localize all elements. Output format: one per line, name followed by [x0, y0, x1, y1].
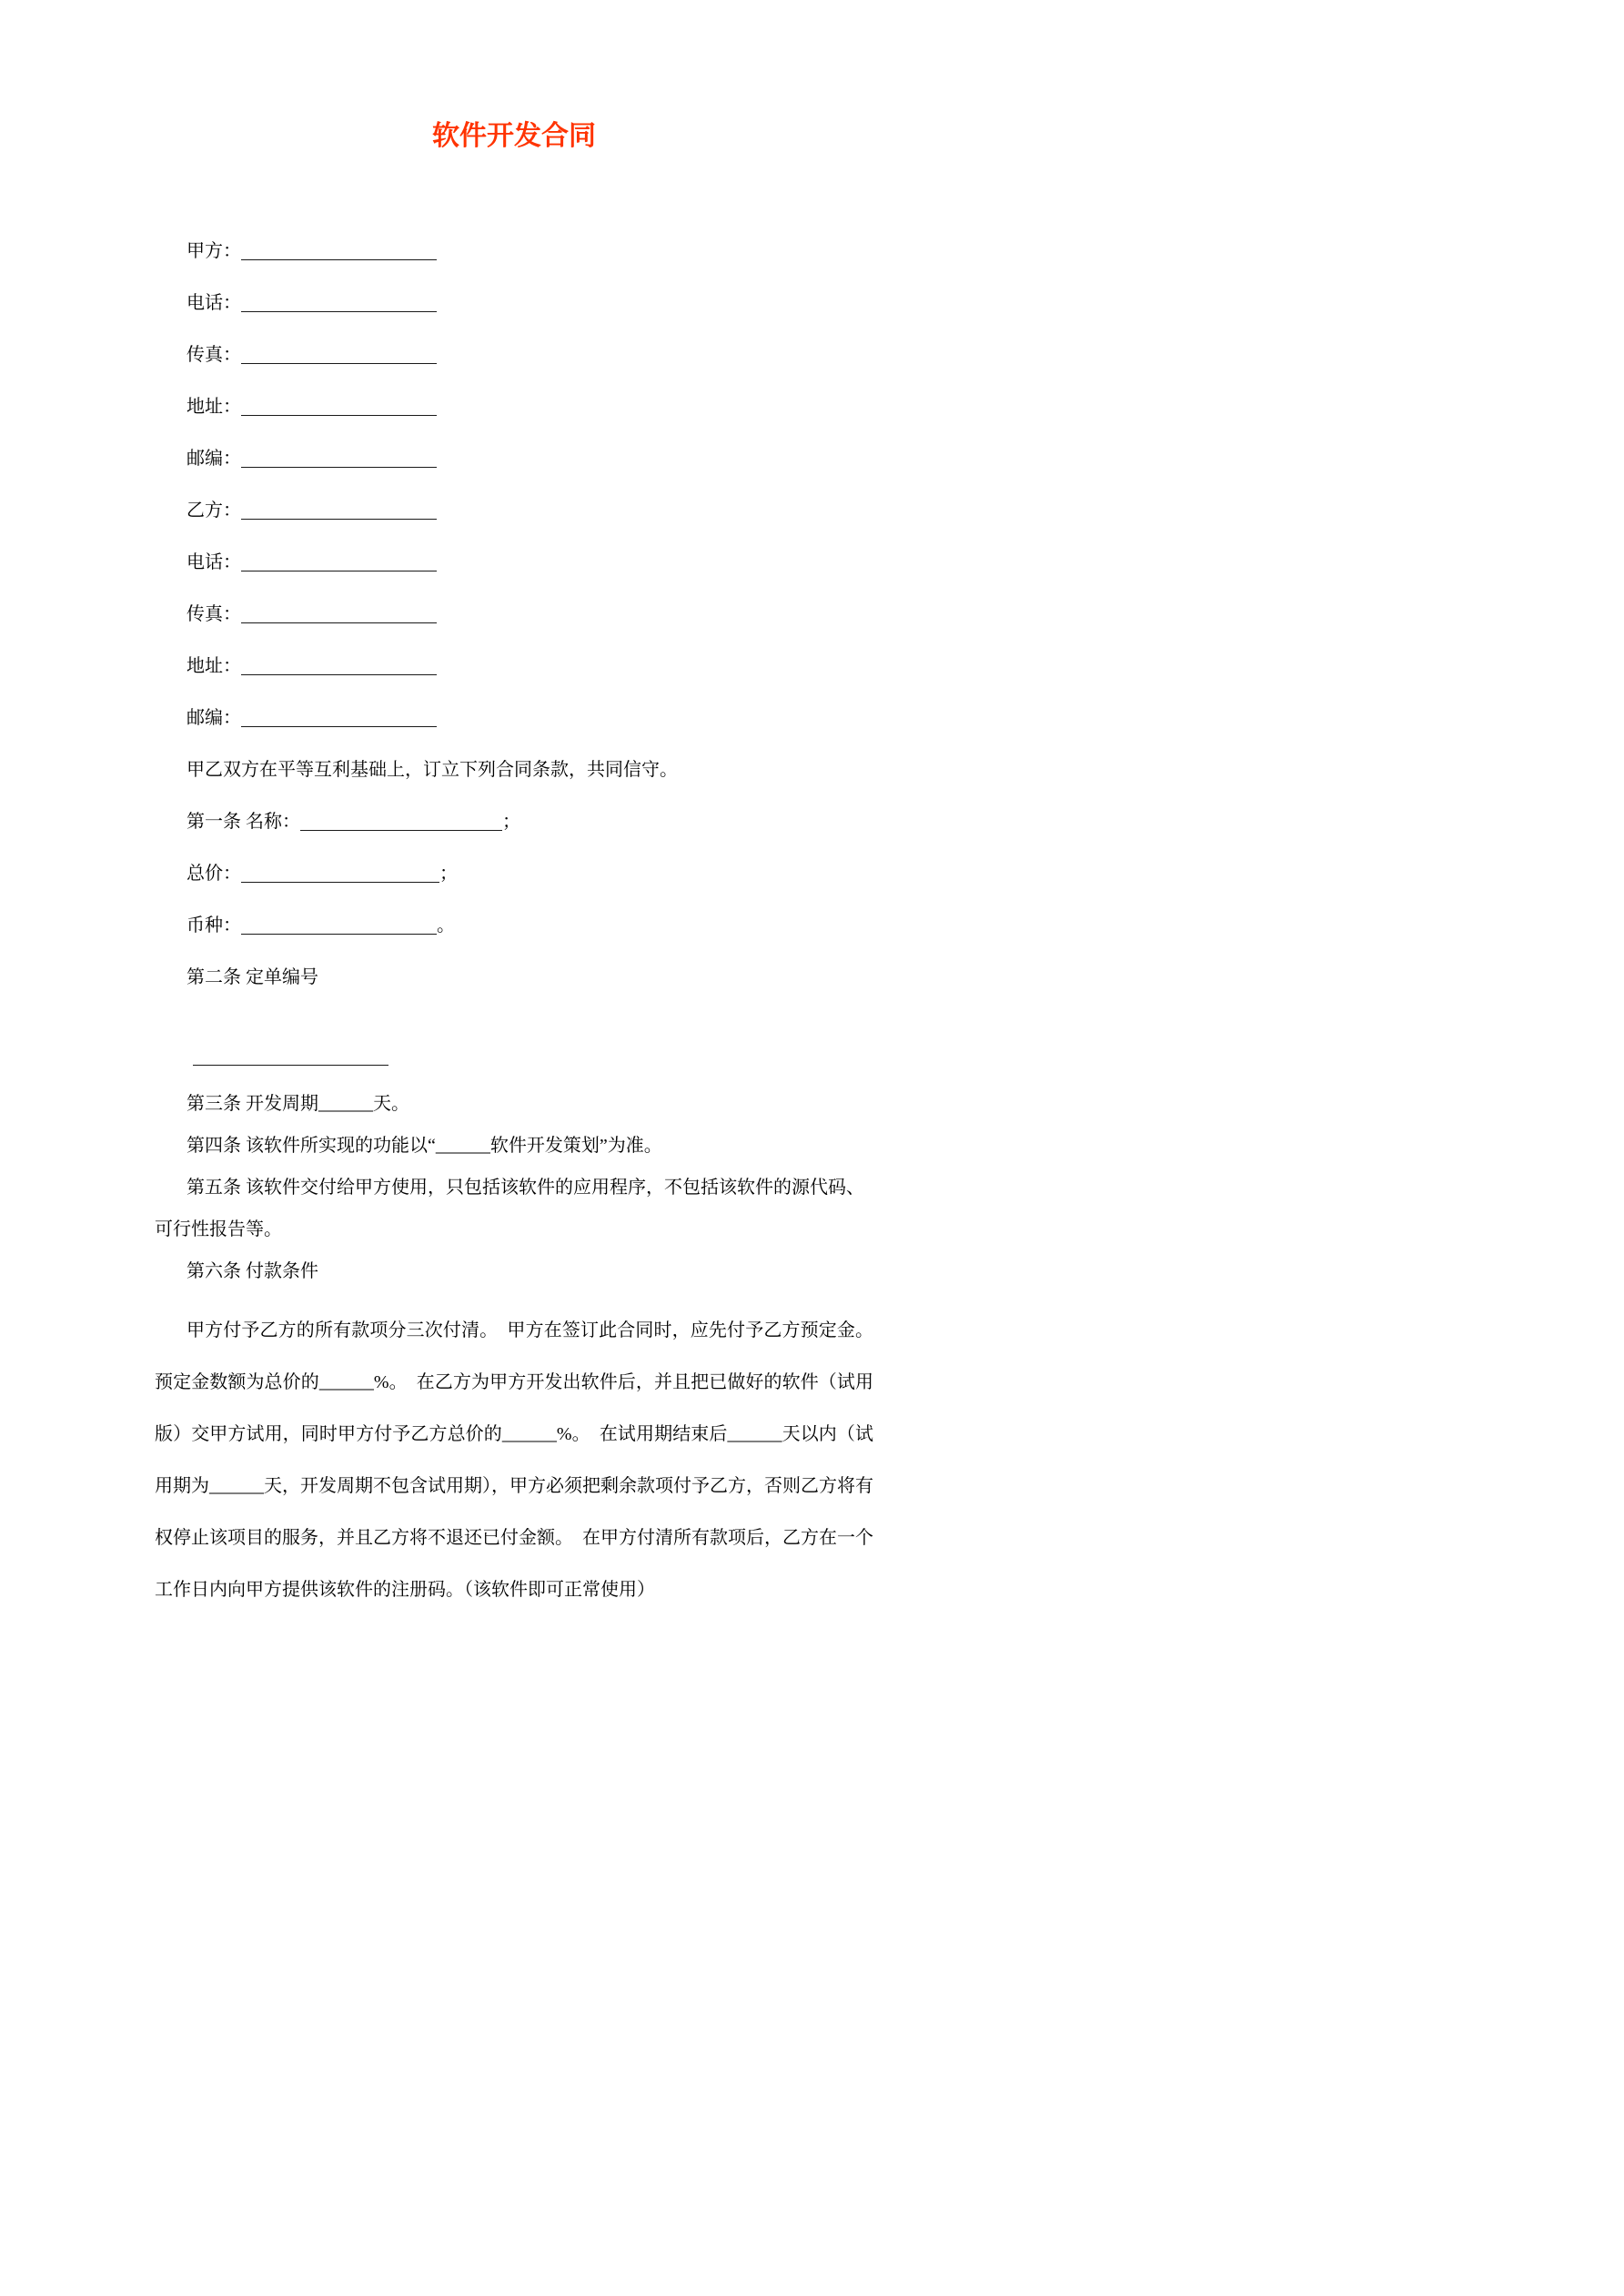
field-label-party-b: 乙方：	[187, 501, 241, 521]
clause-1-price-line	[155, 848, 873, 900]
clause-1-currency-label: 币种：	[187, 915, 241, 936]
field-blank-party-b[interactable]	[241, 518, 437, 520]
field-label-zip-b: 邮编：	[187, 708, 241, 728]
field-row	[155, 278, 873, 329]
field-label-fax-b: 传真：	[187, 604, 241, 624]
clause-1-price-suffix: ；	[439, 864, 458, 884]
field-row	[155, 537, 873, 589]
clause-6-heading: 第六条 付款条件	[187, 1261, 318, 1281]
clause-1-price-label: 总价：	[187, 864, 241, 884]
document-title: 软件开发合同	[432, 121, 596, 151]
field-row	[155, 329, 873, 381]
field-blank-phone-b[interactable]	[241, 570, 437, 571]
field-blank-address-b[interactable]	[241, 673, 437, 675]
field-label-zip-a: 邮编：	[187, 449, 241, 469]
field-row	[155, 589, 873, 641]
clause-1-name-label: 第一条 名称：	[187, 812, 300, 832]
clause-5-text: 第五条 该软件交付给甲方使用，只包括该软件的应用程序，不包括该软件的源代码、可行性报告等。	[155, 1178, 864, 1239]
clause-1-name-blank[interactable]	[300, 829, 502, 831]
field-blank-address-a[interactable]	[241, 414, 437, 416]
field-label-party-a: 甲方：	[187, 241, 241, 261]
clause-2-order-number-blank[interactable]	[193, 1064, 388, 1066]
field-blank-zip-b[interactable]	[241, 725, 437, 727]
clause-1-price-blank[interactable]	[241, 881, 439, 883]
clause-1-currency-line	[155, 900, 873, 952]
field-row	[155, 381, 873, 433]
field-row	[155, 226, 873, 278]
blank-row-spacer	[155, 1004, 873, 1031]
field-label-address-a: 地址：	[187, 397, 241, 417]
clause-2-order-number-line	[155, 1031, 873, 1083]
field-row	[155, 693, 873, 744]
clause-1-name-line	[155, 796, 873, 848]
field-blank-zip-a[interactable]	[241, 466, 437, 468]
clause-6-payment-terms-paragraph: 甲方付予乙方的所有款项分三次付清。 甲方在签订此合同时，应先付予乙方预定金。预定金数额为总价的______%。 在乙方为甲方开发出软件后，并且把已做好的软件（试用版）交甲方试用，同时甲方付予乙方总价的______%。 在试用期结束后______天以内（试用期为______天，开发周期不包含试用期），甲方必须把剩余款项付予乙方，否则乙方将有权停止该项目的服务，并且乙方将不退还已付金额。 在甲方付清所有款项后，乙方在一个工作日内向甲方提供该软件的注册码。（该软件即可正常使用）	[155, 1320, 873, 1600]
clause-4-text: 第四条 该软件所实现的功能以“______软件开发策划”为准。	[187, 1136, 662, 1156]
field-blank-fax-a[interactable]	[241, 362, 437, 364]
field-blank-phone-a[interactable]	[241, 310, 437, 312]
party-info-section	[155, 226, 873, 744]
clause-1-currency-suffix: 。	[437, 915, 455, 936]
field-label-fax-a: 传真：	[187, 345, 241, 365]
field-blank-party-a[interactable]	[241, 258, 437, 260]
field-label-phone-b: 电话：	[187, 552, 241, 572]
intro-paragraph: 甲乙双方在平等互利基础上，订立下列合同条款，共同信守。	[187, 760, 678, 780]
clause-1-name-suffix: ；	[502, 812, 520, 832]
field-row	[155, 433, 873, 485]
clause-3-text: 第三条 开发周期______天。	[187, 1094, 409, 1114]
field-blank-fax-b[interactable]	[241, 622, 437, 623]
field-label-address-b: 地址：	[187, 656, 241, 676]
field-label-phone-a: 电话：	[187, 293, 241, 313]
field-row	[155, 641, 873, 693]
clause-2-heading: 第二条 定单编号	[187, 967, 318, 987]
field-row	[155, 485, 873, 537]
clause-1-currency-blank[interactable]	[241, 933, 437, 935]
